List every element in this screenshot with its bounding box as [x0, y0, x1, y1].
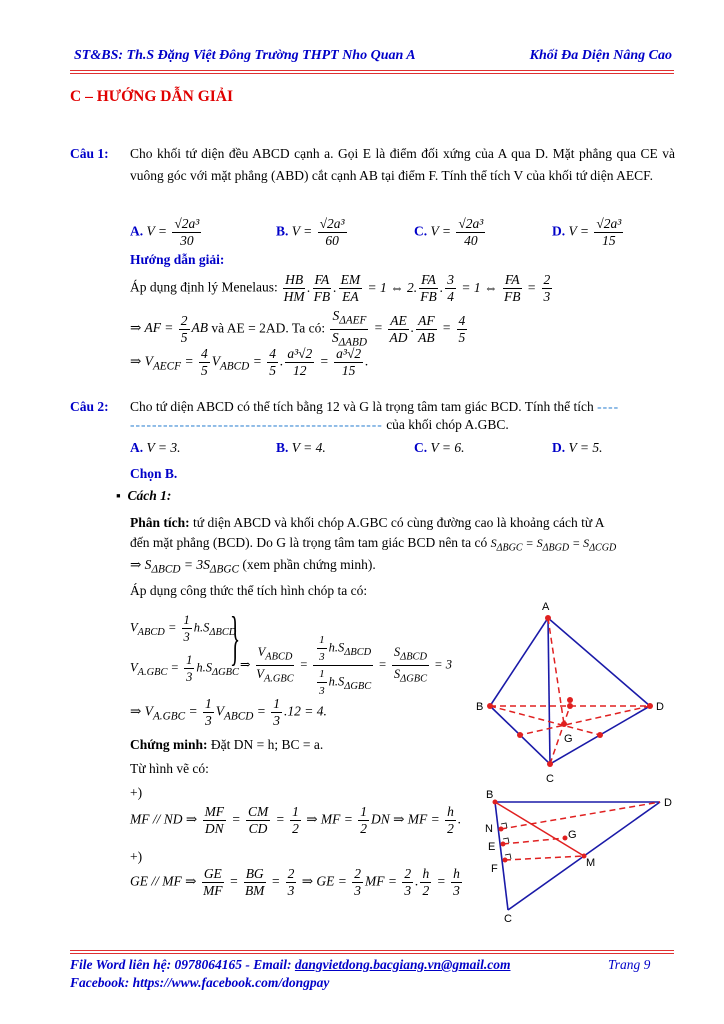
q2-choose: Chọn B. [130, 466, 178, 481]
footer-line-1: File Word liên hệ: 0978064165 - Email: dangvietdong.bacgiang.vn@gmail.com [70, 957, 511, 972]
q2-option-a: A. V = 3. [130, 440, 181, 455]
q2-option-c: C. V = 6. [414, 440, 465, 455]
label2-m: M [586, 857, 596, 869]
header-left: ST&BS: Th.S Đặng Việt Đông Trường THPT Nho Quan A [74, 48, 416, 63]
q2-result-line: ⇒ $V_{A.GBC}$ = $\frac{1}{3}$ $V_{ABCD}$ = $\frac{1}{3}$ .12 = 4. [130, 696, 327, 728]
q2-method: ▪ Cách 1: [116, 488, 172, 503]
footer-rule-2 [70, 953, 674, 954]
q1-option-b: B. V = $\frac{\text{√2a³}}{60}$ [276, 216, 345, 248]
q2-text: Cho tứ diện ABCD có thể tích bằng 12 và G là trọng tâm tam giác BCD. Tính thể tích ---- [130, 399, 620, 414]
q1-text: Cho khối tứ diện đều ABCD cạnh a. Gọi E là điểm đối xứng của A qua D. Mặt phẳng qua CE và vuông góc với mặt phẳng (ABD) cắt cạnh AB tại điểm F. Tính thể tích V của khối tứ diện AECF. [130, 146, 675, 183]
q1-option-d-frac: $\frac{\text{√2a³}}{15}$ [596, 216, 622, 248]
q2-proof: Chứng minh: Đặt DN = h; BC = a. [130, 737, 324, 752]
label-b: B [476, 701, 484, 713]
label2-c: C [504, 913, 512, 925]
header-right: Khối Đa Diện Nâng Cao [529, 48, 672, 63]
q1-option-c-frac: $\frac{\text{√2a³}}{40}$ [458, 216, 484, 248]
q2-apply: Áp dụng công thức thể tích hình chóp ta có: [130, 583, 368, 598]
label-c: C [546, 773, 554, 785]
q1-option-a-frac: $\frac{\text{√2a³}}{30}$ [174, 216, 200, 248]
q1-option-a: A. V = $\frac{\text{√2a³}}{30}$ [130, 216, 200, 248]
edge-ac [548, 618, 550, 764]
label-a: A [542, 601, 550, 613]
q2-mf-line: MF // ND ⇒ $\frac{MF}{DN}$ = $\frac{CM}{CD}$ = $\frac{1}{2}$ ⇒ MF = $\frac{1}{2}$ DN ⇒ MF = $\frac{h}{2}$ . [130, 804, 462, 836]
label2-f: F [491, 863, 498, 875]
q2-option-d: D. V = 5. [552, 440, 603, 455]
q1-volume-line: ⇒ $V_{AECF}$ = $\frac{4}{5}$ $V_{ABCD}$ = $\frac{4}{5}$ . $\frac{\text{a³√2}}{12}$ = $\frac{\text{a³√2}}{15}$ . [130, 346, 369, 378]
q1-option-b-frac: $\frac{\text{√2a³}}{60}$ [319, 216, 345, 248]
bullet-icon: ▪ [116, 488, 121, 503]
q2-option-b: B. V = 4. [276, 440, 326, 455]
q2-plus-2: +) [130, 849, 143, 864]
label2-d: D [664, 797, 672, 809]
q2-from-figure: Từ hình vẽ có: [130, 761, 209, 776]
q1-option-d: D. V = $\frac{\text{√2a³}}{15}$ [552, 216, 622, 248]
q2-plus-1: +) [130, 785, 143, 800]
edge-ab [490, 618, 548, 706]
q2-analysis: Phân tích: tứ diện ABCD và khối chóp A.GBC có cùng đường cao là khoảng cách từ A [130, 515, 605, 530]
q2-label: Câu 2: [70, 399, 109, 414]
footer-rule [70, 950, 674, 951]
tetrahedron-figure [470, 596, 680, 786]
q1-menelaus-line: Áp dụng định lý Menelaus: $\frac{HB}{HM}$ . $\frac{FA}{FB}$ . $\frac{EM}{EA}$ = 1 ⇔ 2. $\frac{FA}{FB}$ . $\frac{3}{4}$ = 1 ⇔ $\frac{FA}{FB}$ = $\frac{2}{3}$ [130, 272, 551, 304]
label-g: G [564, 733, 573, 745]
label2-e: E [488, 841, 496, 853]
q2-analysis-3: ⇒ $S_{\Delta BCD} = 3S_{\Delta BGC}$ (xem phần chứng minh). [130, 557, 376, 576]
q2-analysis-2: đến mặt phẳng (BCD). Do G là trọng tâm tam giác BCD nên ta có $S_{\Delta BGC} = S_{\Delta BGD} = S_{\Delta CGD}$ [130, 535, 617, 554]
triangle-figure [480, 786, 680, 926]
q1-label: Câu 1: [70, 146, 109, 161]
q1-guide: Hướng dẫn giải: [130, 252, 225, 267]
label2-g: G [568, 829, 577, 841]
footer-facebook[interactable]: Facebook: https://www.facebook.com/dongpay [70, 975, 330, 990]
label2-n: N [485, 823, 493, 835]
footer-page: Trang 9 [608, 957, 651, 972]
header-rule-2 [70, 73, 674, 74]
section-title: C – HƯỚNG DẪN GIẢI [70, 88, 234, 105]
edge-ad [548, 618, 650, 706]
footer-email-link[interactable]: dangvietdong.bacgiang.vn@gmail.com [294, 957, 511, 972]
q2-ge-line: GE // MF ⇒ $\frac{GE}{MF}$ = $\frac{BG}{BM}$ = $\frac{2}{3}$ ⇒ GE = $\frac{2}{3}$ MF = $\frac{2}{3}$ . $\frac{h}{2}$ = $\frac{h}{3}$ [130, 866, 460, 898]
page-header [74, 48, 672, 64]
label2-b: B [486, 789, 494, 801]
q1-ratio-line: ⇒ AF = $\frac{2}{5}$ AB và AE = 2AD. Ta có: $\frac{S_{\Delta AEF}}{S_{\Delta ABD}}$ = $\frac{AE}{AD}$ . $\frac{AF}{AB}$ = $\frac{4}{5}$ [130, 308, 466, 349]
q2-text-2: ---------------------------------------------- của khối chóp A.GBC. [130, 417, 509, 432]
label-d: D [656, 701, 664, 713]
header-rule [70, 70, 674, 71]
q1-option-c: C. V = $\frac{\text{√2a³}}{40}$ [414, 216, 484, 248]
